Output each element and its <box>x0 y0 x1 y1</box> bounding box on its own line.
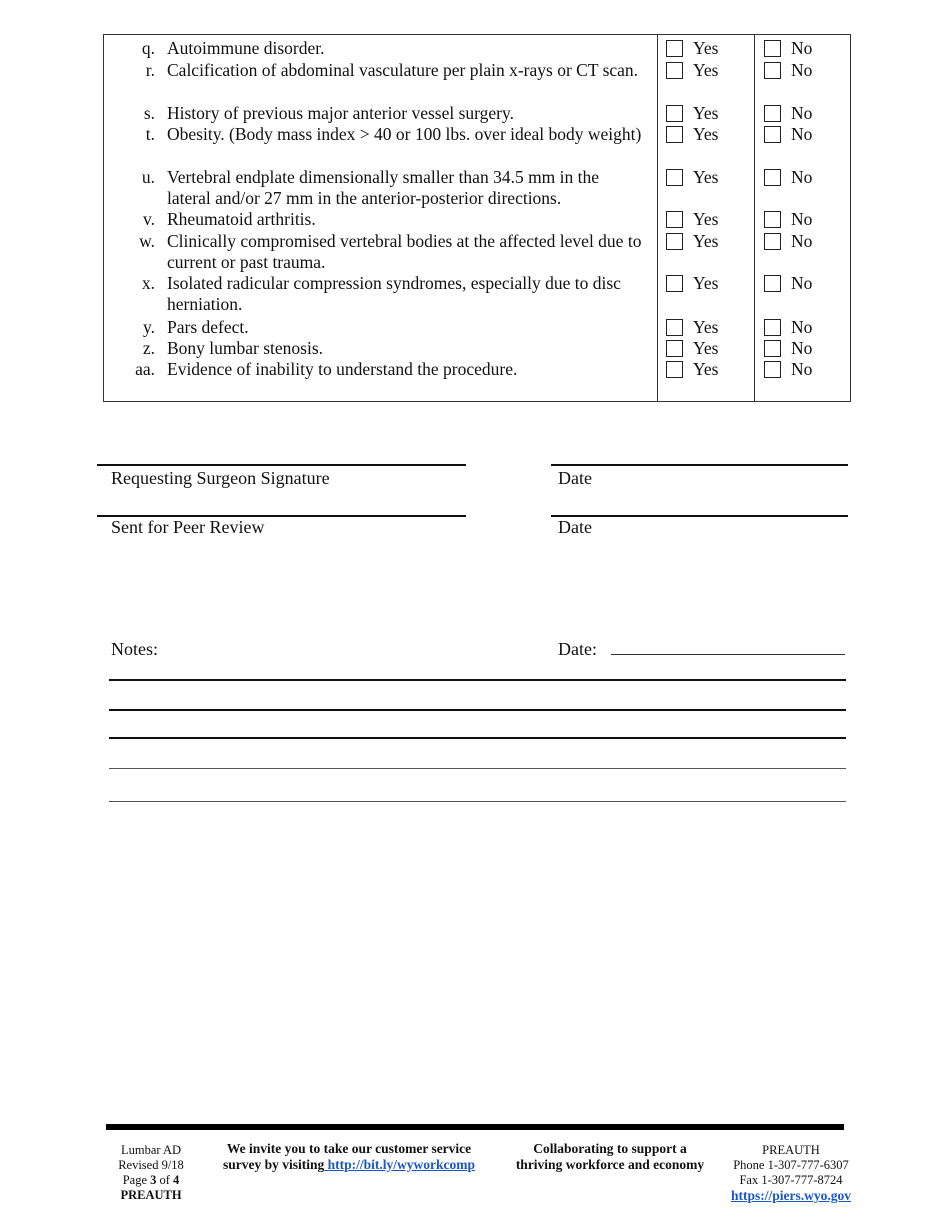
no-option[interactable] <box>764 231 812 252</box>
item-text: Isolated radicular compression syndromes, especially due to disc herniation. <box>167 273 621 314</box>
yes-option[interactable] <box>666 209 718 230</box>
yes-label: Yes <box>693 231 719 251</box>
no-label: No <box>791 38 813 58</box>
no-option[interactable] <box>764 317 812 338</box>
no-checkbox[interactable] <box>764 62 781 79</box>
page-number: Page 3 of 4 <box>122 1173 180 1187</box>
item-letter: w. <box>139 231 155 251</box>
no-label: No <box>791 359 813 379</box>
footer-divider <box>106 1124 844 1130</box>
fax-number: Fax 1-307-777-8724 <box>739 1173 843 1187</box>
yes-checkbox[interactable] <box>666 275 683 292</box>
no-label: No <box>791 103 813 123</box>
contact-info <box>723 1143 859 1204</box>
yes-label: Yes <box>693 273 719 293</box>
item-text: Pars defect. <box>167 317 249 337</box>
item-letter: z. <box>142 338 155 358</box>
no-checkbox[interactable] <box>764 275 781 292</box>
criteria-rows <box>103 34 851 402</box>
notes-date-line[interactable] <box>611 654 845 655</box>
department: PREAUTH <box>120 1188 182 1202</box>
no-checkbox[interactable] <box>764 105 781 122</box>
item-letter: s. <box>143 103 155 123</box>
form-info <box>108 1143 194 1203</box>
yes-checkbox[interactable] <box>666 233 683 250</box>
yes-option[interactable] <box>666 124 718 145</box>
yes-checkbox[interactable] <box>666 105 683 122</box>
note-line[interactable] <box>109 737 846 739</box>
form-name: Lumbar AD <box>120 1143 182 1157</box>
no-checkbox[interactable] <box>764 211 781 228</box>
yes-option[interactable] <box>666 273 718 294</box>
item-letter: u. <box>141 167 155 187</box>
surgeon-signature-line[interactable] <box>97 464 466 466</box>
no-checkbox[interactable] <box>764 126 781 143</box>
no-option[interactable] <box>764 38 812 59</box>
no-option[interactable] <box>764 359 812 380</box>
date-label-1: Date <box>558 468 592 488</box>
no-checkbox[interactable] <box>764 169 781 186</box>
date-line-1[interactable] <box>551 464 848 466</box>
surgeon-signature-label: Requesting Surgeon Signature <box>111 468 330 488</box>
yes-label: Yes <box>693 317 719 337</box>
item-letter: t. <box>145 124 155 144</box>
notes-date-label: Date: <box>558 639 597 659</box>
yes-option[interactable] <box>666 317 718 338</box>
phone-number: Phone 1-307-777-6307 <box>733 1158 849 1172</box>
survey-invite: We invite you to take our customer service survey by visiting http://bit.ly/wyworkcomp <box>222 1141 476 1172</box>
yes-option[interactable] <box>666 38 718 59</box>
no-checkbox[interactable] <box>764 319 781 336</box>
note-line[interactable] <box>109 768 846 769</box>
no-label: No <box>791 60 813 80</box>
no-option[interactable] <box>764 338 812 359</box>
item-letter: r. <box>145 60 155 80</box>
notes-label: Notes: <box>111 639 158 659</box>
item-text: Rheumatoid arthritis. <box>167 209 316 229</box>
item-text: Clinically compromised vertebral bodies at the affected level due to current or past trauma. <box>167 231 642 272</box>
item-text: Vertebral endplate dimensionally smaller than 34.5 mm in the lateral and/or 27 mm in the anterior-posterior directions. <box>167 167 600 208</box>
item-text: Bony lumbar stenosis. <box>167 338 324 358</box>
item-text: History of previous major anterior vessel surgery. <box>167 103 515 123</box>
yes-label: Yes <box>693 103 719 123</box>
motto: Collaborating to support a thriving workforce and economy <box>515 1141 705 1172</box>
note-line[interactable] <box>109 679 846 681</box>
no-option[interactable] <box>764 273 812 294</box>
no-option[interactable] <box>764 209 812 230</box>
yes-option[interactable] <box>666 167 718 188</box>
no-checkbox[interactable] <box>764 233 781 250</box>
no-label: No <box>791 167 813 187</box>
yes-checkbox[interactable] <box>666 340 683 357</box>
item-letter: aa. <box>135 359 155 379</box>
item-text: Autoimmune disorder. <box>167 38 325 58</box>
no-label: No <box>791 124 813 144</box>
yes-checkbox[interactable] <box>666 62 683 79</box>
no-label: No <box>791 317 813 337</box>
no-option[interactable] <box>764 124 812 145</box>
yes-option[interactable] <box>666 231 718 252</box>
yes-label: Yes <box>693 167 719 187</box>
yes-option[interactable] <box>666 359 718 380</box>
item-letter: x. <box>141 273 155 293</box>
no-checkbox[interactable] <box>764 340 781 357</box>
yes-option[interactable] <box>666 60 718 81</box>
yes-label: Yes <box>693 209 719 229</box>
yes-label: Yes <box>693 124 719 144</box>
no-checkbox[interactable] <box>764 361 781 378</box>
item-letter: v. <box>143 209 155 229</box>
yes-label: Yes <box>693 338 719 358</box>
survey-link[interactable]: http://bit.ly/wyworkcomp <box>324 1156 476 1172</box>
item-text: Obesity. (Body mass index > 40 or 100 lbs. over ideal body weight) <box>167 124 642 144</box>
yes-label: Yes <box>693 359 719 379</box>
no-option[interactable] <box>764 60 812 81</box>
yes-label: Yes <box>693 60 719 80</box>
yes-checkbox[interactable] <box>666 211 683 228</box>
yes-checkbox[interactable] <box>666 361 683 378</box>
date-label-2: Date <box>558 517 592 537</box>
no-label: No <box>791 273 813 293</box>
no-option[interactable] <box>764 103 812 124</box>
yes-checkbox[interactable] <box>666 126 683 143</box>
yes-option[interactable] <box>666 103 718 124</box>
contact-title: PREAUTH <box>762 1143 820 1157</box>
date-line-2[interactable] <box>551 515 848 517</box>
yes-checkbox[interactable] <box>666 319 683 336</box>
note-line[interactable] <box>109 709 846 711</box>
no-checkbox[interactable] <box>764 40 781 57</box>
item-text: Calcification of abdominal vasculature per plain x-rays or CT scan. <box>167 60 639 80</box>
peer-review-label: Sent for Peer Review <box>111 517 265 537</box>
item-text: Evidence of inability to understand the procedure. <box>167 359 518 379</box>
item-letter: y. <box>143 317 155 337</box>
revision-date: Revised 9/18 <box>118 1158 184 1172</box>
yes-checkbox[interactable] <box>666 40 683 57</box>
item-letter: q. <box>141 38 155 58</box>
note-line[interactable] <box>109 801 846 802</box>
no-option[interactable] <box>764 167 812 188</box>
yes-checkbox[interactable] <box>666 169 683 186</box>
no-label: No <box>791 209 813 229</box>
yes-label: Yes <box>693 38 719 58</box>
no-label: No <box>791 231 813 251</box>
website-link[interactable]: https://piers.wyo.gov <box>730 1188 851 1203</box>
yes-option[interactable] <box>666 338 718 359</box>
no-label: No <box>791 338 813 358</box>
